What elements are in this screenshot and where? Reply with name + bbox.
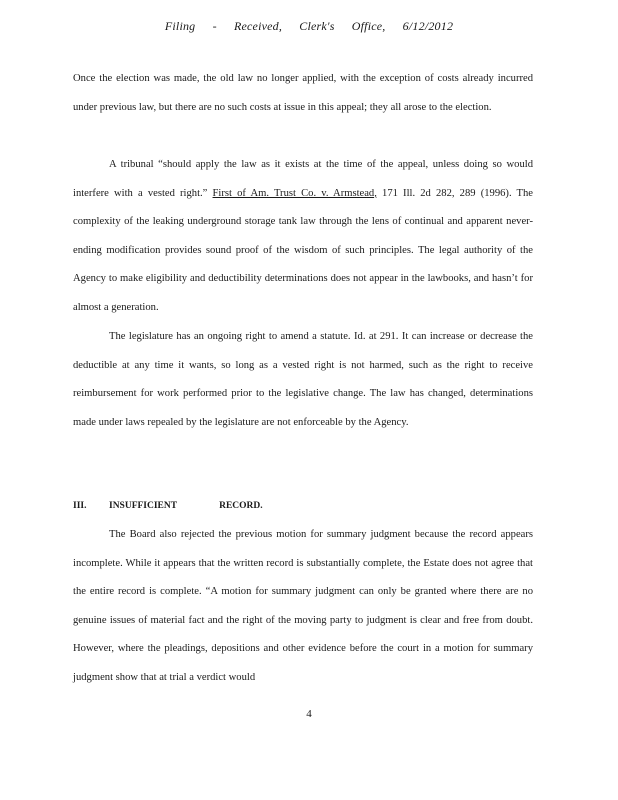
paragraph-tribunal-text-a: A tribunal “should apply the law as it exists at the time of the appeal, unless doing so would interfere with a vested right.” [73,159,533,199]
paragraph-tribunal [73,151,533,323]
section-title-word-2: RECORD. [219,501,263,511]
filing-stamp-header: Filing - Received, Clerk's Office, 6/12/2012 [164,19,454,33]
paragraph-election: Once the election was made, the old law no longer applied, with the exception of costs already incurred under previous law, but there are no such costs at issue in this appeal; they all arose to the election. [73,73,533,113]
paragraph-record: The Board also rejected the previous motion for summary judgment because the record appears incomplete. While it appears that the written record is substantially complete, the Estate does not agree that the entire record is complete. “A motion for summary judgment can only be granted where there are no genuine issues of material fact and the right of the moving party to judgment is clear and free from doubt. However, where the pleadings, depositions and other evidence before the court in a motion for summary judgment show that at trial a verdict would [73,529,533,683]
case-citation: First of Am. Trust Co. v. Armstead, [212,187,377,199]
paragraph-legislature: The legislature has an ongoing right to amend a statute. Id. at 291. It can increase or decrease the deductible at any time it wants, so long as a vested right is not harmed, such as the right to receive reimbursement for work performed prior to the legislative change. The law has changed, determinations made under laws repealed by the legislature are not enforceable by the Agency. [73,331,533,428]
section-heading [73,501,263,511]
section-title-word-1: INSUFFICIENT [109,501,178,511]
paragraph-tribunal-text-b: 171 Ill. 2d 282, 289 (1996). The complexity of the leaking underground storage tank law through the lens of continual and apparent never-ending modification provides sound proof of the wisdom of such principles. The legal authority of the Agency to make eligibility and deductibility determinations does not appear in the lawbooks, and hasn’t for almost a generation. [73,187,534,313]
page-number: 4 [306,708,312,720]
section-number: III. [73,501,87,511]
